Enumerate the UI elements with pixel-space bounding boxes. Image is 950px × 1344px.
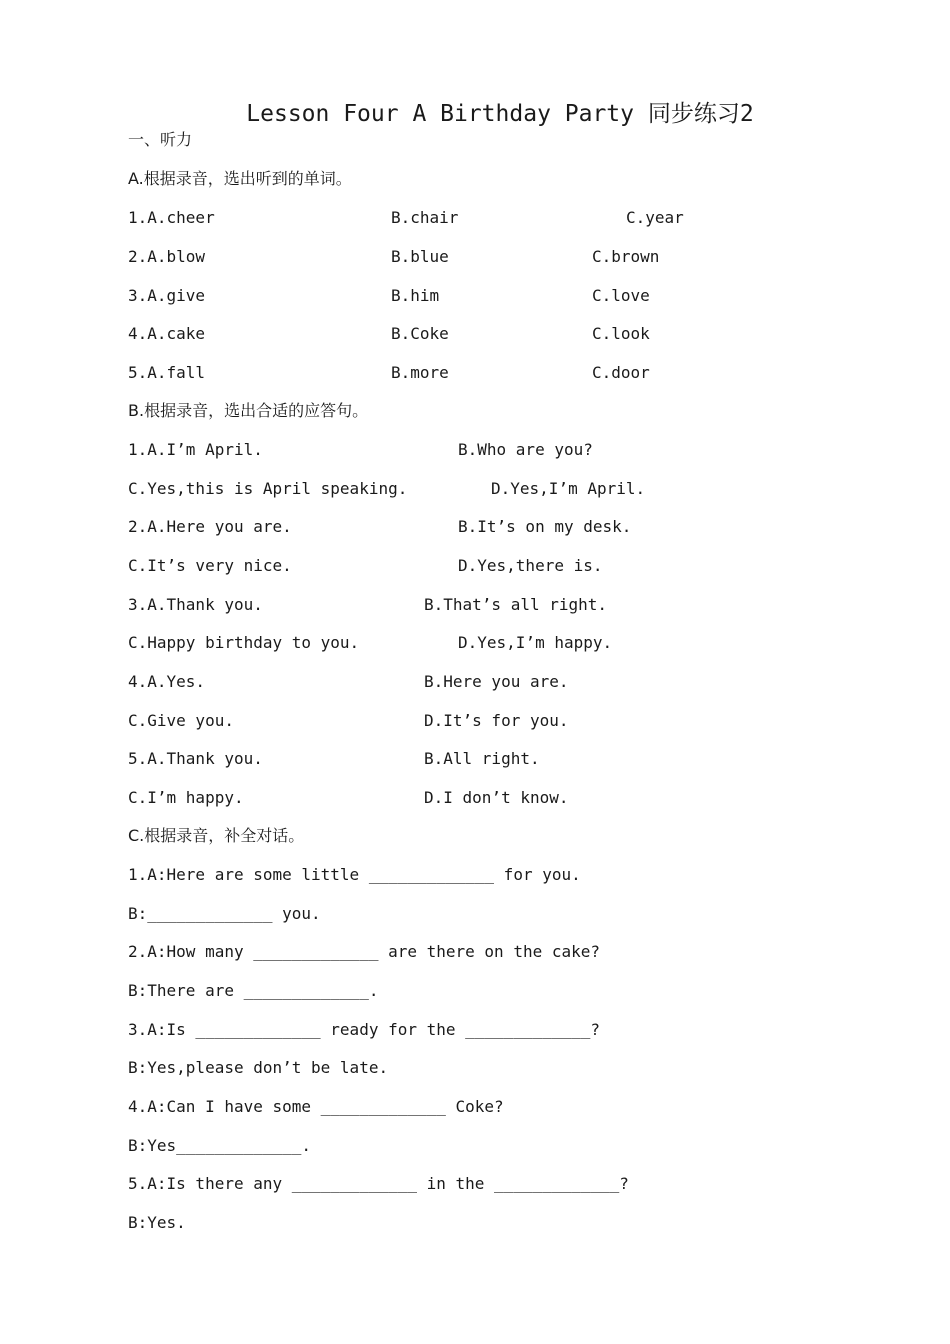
part-b-q1-option-a: 1.A.I’m April. — [128, 440, 263, 459]
part-b-q5-option-d: D.I don’t know. — [424, 788, 569, 807]
part-a-q3-option-c: C.love — [592, 286, 650, 305]
part-b-q1-option-c: C.Yes,this is April speaking. — [128, 479, 408, 498]
part-b-q2-option-b: B.It’s on my desk. — [458, 517, 632, 536]
part-a-q4-option-c: C.look — [592, 324, 650, 343]
part-b-q5-option-b: B.All right. — [424, 749, 540, 768]
section-heading-listening: 一、听力 — [128, 130, 193, 149]
part-b-q4-option-d: D.It’s for you. — [424, 711, 569, 730]
part-b-heading: B.根据录音，选出合适的应答句。 — [128, 401, 369, 420]
part-a-q1-option-b: B.chair — [391, 208, 459, 227]
part-b-q1-option-b: B.Who are you? — [458, 440, 593, 459]
part-a-q2-option-a: 2.A.blow — [128, 247, 206, 266]
part-c-dialogue-line: B:There are _____________. — [128, 981, 379, 1000]
part-a-q2-option-b: B.blue — [391, 247, 449, 266]
part-c-dialogue-line: 1.A:Here are some little _____________ for you. — [128, 865, 581, 884]
part-b-q2-option-c: C.It’s very nice. — [128, 556, 292, 575]
part-b-q2-option-a: 2.A.Here you are. — [128, 517, 292, 536]
part-a-heading: A.根据录音，选出听到的单词。 — [128, 169, 352, 188]
part-b-q4-option-c: C.Give you. — [128, 711, 234, 730]
part-c-dialogue-line: 5.A:Is there any _____________ in the _____________? — [128, 1174, 629, 1193]
part-c-dialogue-line: 4.A:Can I have some _____________ Coke? — [128, 1097, 504, 1116]
part-b-q3-option-b: B.That’s all right. — [424, 595, 608, 614]
part-b-q2-option-d: D.Yes,there is. — [458, 556, 603, 575]
part-a-q4-option-a: 4.A.cake — [128, 324, 206, 343]
part-c-dialogue-line: 2.A:How many _____________ are there on the cake? — [128, 942, 601, 961]
part-b-q1-option-d: D.Yes,I’m April. — [491, 479, 646, 498]
part-b-q3-option-a: 3.A.Thank you. — [128, 595, 263, 614]
page-title: Lesson Four A Birthday Party 同步练习2 — [246, 101, 754, 127]
part-b-q5-option-a: 5.A.Thank you. — [128, 749, 263, 768]
part-a-q5-option-a: 5.A.fall — [128, 363, 206, 382]
part-a-q2-option-c: C.brown — [592, 247, 660, 266]
part-a-q3-option-a: 3.A.give — [128, 286, 206, 305]
part-b-q5-option-c: C.I’m happy. — [128, 788, 244, 807]
part-c-dialogue-line: B:Yes,please don’t be late. — [128, 1058, 389, 1077]
part-c-dialogue-line: B:Yes_____________. — [128, 1136, 312, 1155]
part-b-q3-option-c: C.Happy birthday to you. — [128, 633, 360, 652]
part-c-dialogue-line: B:_____________ you. — [128, 904, 321, 923]
part-a-q1-option-c: C.year — [626, 208, 684, 227]
part-b-q4-option-b: B.Here you are. — [424, 672, 569, 691]
part-a-q1-option-a: 1.A.cheer — [128, 208, 215, 227]
part-b-q3-option-d: D.Yes,I’m happy. — [458, 633, 613, 652]
part-a-q3-option-b: B.him — [391, 286, 440, 305]
part-b-q4-option-a: 4.A.Yes. — [128, 672, 206, 691]
part-c-heading: C.根据录音，补全对话。 — [128, 826, 305, 845]
part-a-q5-option-c: C.door — [592, 363, 650, 382]
part-a-q5-option-b: B.more — [391, 363, 449, 382]
part-c-dialogue-line: 3.A:Is _____________ ready for the _____________? — [128, 1020, 601, 1039]
part-a-q4-option-b: B.Coke — [391, 324, 449, 343]
part-c-dialogue-line: B:Yes. — [128, 1213, 186, 1232]
